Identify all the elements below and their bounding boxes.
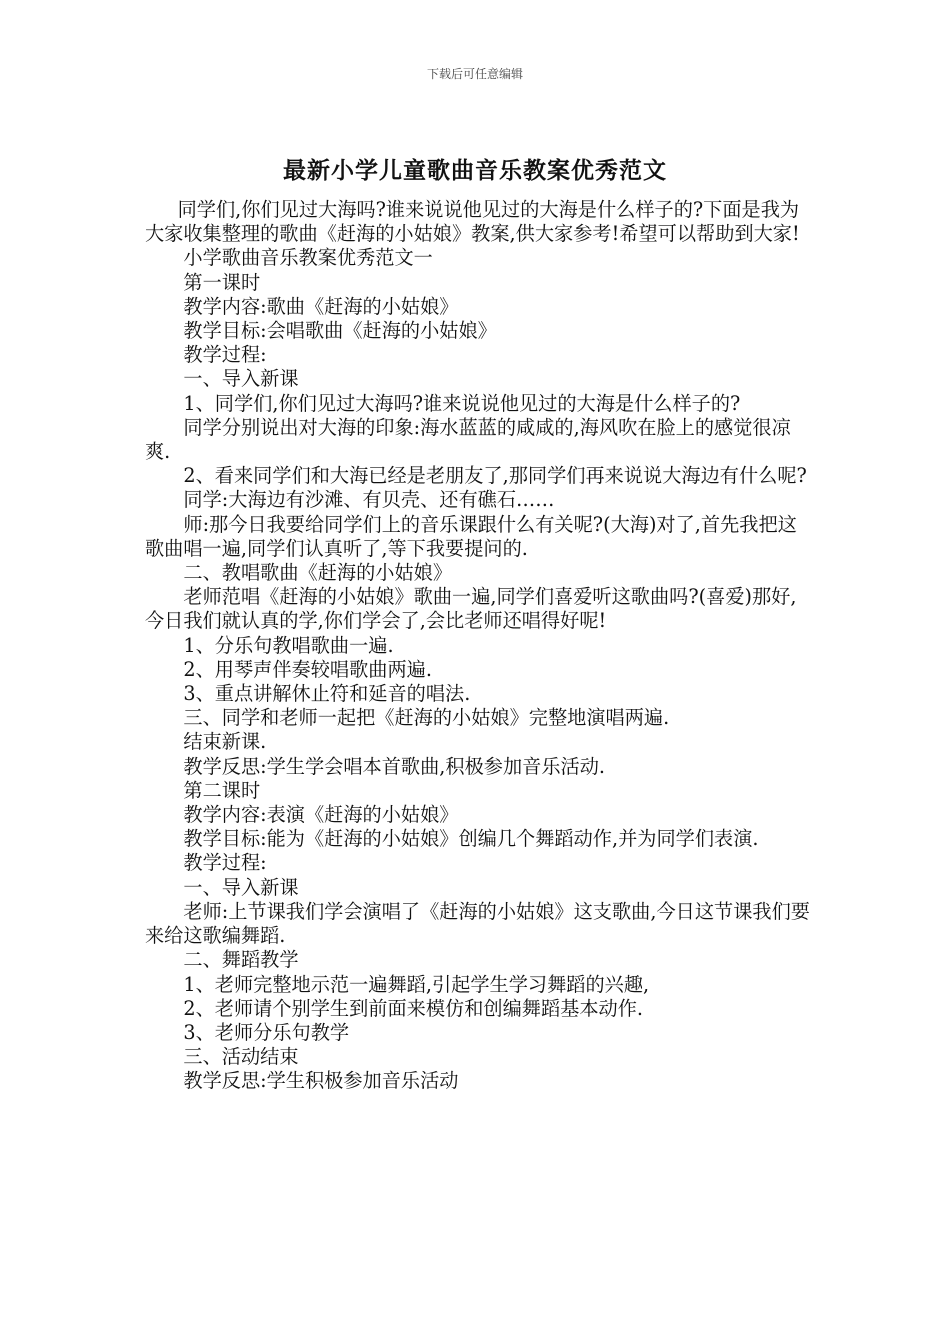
paragraph: 同学:大海边有沙滩、有贝壳、还有礁石…… — [183, 488, 555, 512]
paragraph: 1、分乐句教唱歌曲一遍. — [183, 633, 394, 657]
paragraph: 2、看来同学们和大海已经是老朋友了,那同学们再来说说大海边有什么呢? — [183, 464, 807, 488]
paragraph: 3、老师分乐句教学 — [183, 1020, 350, 1044]
page-header: 下载后可任意编辑 — [426, 67, 523, 81]
document-title: 最新小学儿童歌曲音乐教案优秀范文 — [283, 157, 667, 184]
paragraph: 教学内容:表演《赶海的小姑娘》 — [183, 803, 459, 827]
paragraph: 老师:上节课我们学会演唱了《赶海的小姑娘》这支歌曲,今日这节课我们要来给这歌编舞蹈. — [145, 899, 810, 948]
paragraph: 师:那今日我要给同学们上的音乐课跟什么有关呢?(大海)对了,首先我把这歌曲唱一遍,同学们认真听了,等下我要提问的. — [145, 512, 797, 560]
paragraph: 教学过程: — [183, 343, 267, 367]
paragraph: 三、同学和老师一起把《赶海的小姑娘》完整地演唱两遍. — [183, 706, 670, 730]
paragraph: 教学目标:会唱歌曲《赶海的小姑娘》 — [183, 319, 497, 343]
paragraph: 结束新课. — [183, 730, 267, 754]
paragraph: 1、老师完整地示范一遍舞蹈,引起学生学习舞蹈的兴趣, — [183, 972, 650, 996]
paragraph: 同学们,你们见过大海吗?谁来说说他见过的大海是什么样子的?下面是我为大家收集整理的歌曲《赶海的小姑娘》教案,供大家参考!希望可以帮助到大家! — [145, 198, 800, 246]
paragraph: 三、活动结束 — [183, 1045, 299, 1069]
paragraph: 第二课时 — [183, 778, 261, 802]
paragraph: 一、导入新课 — [183, 875, 299, 899]
paragraph: 小学歌曲音乐教案优秀范文一 — [183, 246, 433, 270]
paragraph: 一、导入新课 — [183, 367, 299, 391]
paragraph: 老师范唱《赶海的小姑娘》歌曲一遍,同学们喜爱听这歌曲吗?(喜爱)那好,今日我们就认真的学,你们学会了,会比老师还唱得好呢! — [145, 585, 797, 633]
paragraph: 教学目标:能为《赶海的小姑娘》创编几个舞蹈动作,并为同学们表演. — [183, 827, 759, 851]
paragraph: 3、重点讲解休止符和延音的唱法. — [183, 682, 471, 706]
paragraph: 教学反思:学生学会唱本首歌曲,积极参加音乐活动. — [183, 754, 605, 778]
paragraph: 2、用琴声伴奏较唱歌曲两遍. — [183, 657, 432, 681]
paragraph: 同学分别说出对大海的印象:海水蓝蓝的咸咸的,海风吹在脸上的感觉很凉爽. — [145, 415, 791, 464]
paragraph: 教学过程: — [183, 851, 267, 875]
document-body — [145, 198, 815, 1094]
paragraph: 2、老师请个别学生到前面来模仿和创编舞蹈基本动作. — [183, 996, 644, 1020]
paragraph: 教学内容:歌曲《赶海的小姑娘》 — [183, 294, 459, 318]
paragraph: 教学反思:学生积极参加音乐活动 — [183, 1069, 459, 1093]
paragraph: 二、教唱歌曲《赶海的小姑娘》 — [183, 561, 453, 585]
paragraph: 1、同学们,你们见过大海吗?谁来说说他见过的大海是什么样子的? — [183, 391, 741, 415]
paragraph: 第一课时 — [183, 270, 261, 294]
paragraph: 二、舞蹈教学 — [183, 948, 299, 972]
